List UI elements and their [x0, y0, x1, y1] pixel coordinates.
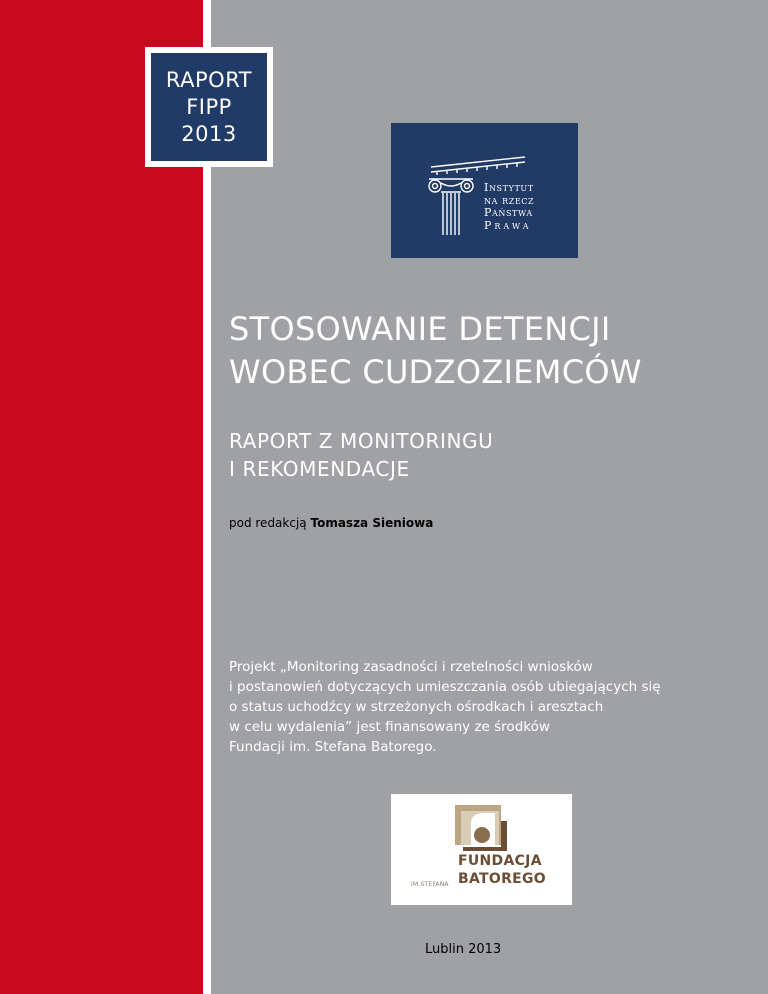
batory-im-stefana-text: IM.STEFANA: [411, 881, 449, 888]
project-funding-note: [229, 657, 661, 757]
project-line-4: w celu wydalenia” jest finansowany ze środków: [229, 719, 550, 735]
institute-name-line-3: Państwa: [484, 206, 533, 219]
batory-fundacja-text: FUNDACJA: [458, 853, 542, 869]
report-badge-inner: [151, 53, 267, 161]
institute-name-line-1: Instytut: [484, 181, 534, 194]
subtitle-line-2: I REKOMENDACJE: [229, 457, 410, 481]
subtitle-line-1: RAPORT Z MONITORINGU: [229, 429, 494, 453]
badge-line-2: FIPP: [186, 94, 232, 119]
badge-line-1: RAPORT: [165, 67, 253, 92]
batory-foundation-logo: [391, 794, 572, 905]
batory-name-text: BATOREGO: [458, 871, 547, 887]
editor-credit: [229, 516, 433, 530]
report-subtitle: [229, 427, 493, 483]
title-line-2: WOBEC CUDZOZIEMCÓW: [229, 353, 642, 391]
project-line-1: Projekt „Monitoring zasadności i rzetelności wniosków: [229, 659, 593, 675]
fundacja-batorego-emblem-icon: [455, 805, 511, 851]
project-line-3: o status uchodźcy w strzeżonych ośrodkach i aresztach: [229, 699, 604, 715]
institute-name-line-4: Prawa: [484, 218, 532, 232]
project-line-2: i postanowień dotyczących umieszczania osób ubiegających się: [229, 679, 661, 695]
title-line-1: STOSOWANIE DETENCJI: [229, 310, 611, 348]
editor-prefix: pod redakcją: [229, 516, 307, 530]
institute-name-line-2: na rzecz: [484, 193, 535, 207]
publication-place-year: Lublin 2013: [425, 942, 502, 957]
institute-logo: [391, 123, 578, 258]
report-title: [229, 308, 642, 394]
project-line-5: Fundacji im. Stefana Batorego.: [229, 739, 437, 755]
badge-line-3: 2013: [181, 121, 237, 146]
editor-name: Tomasza Sieniowa: [310, 516, 434, 530]
institute-name: [484, 182, 534, 232]
report-badge: [145, 47, 273, 167]
